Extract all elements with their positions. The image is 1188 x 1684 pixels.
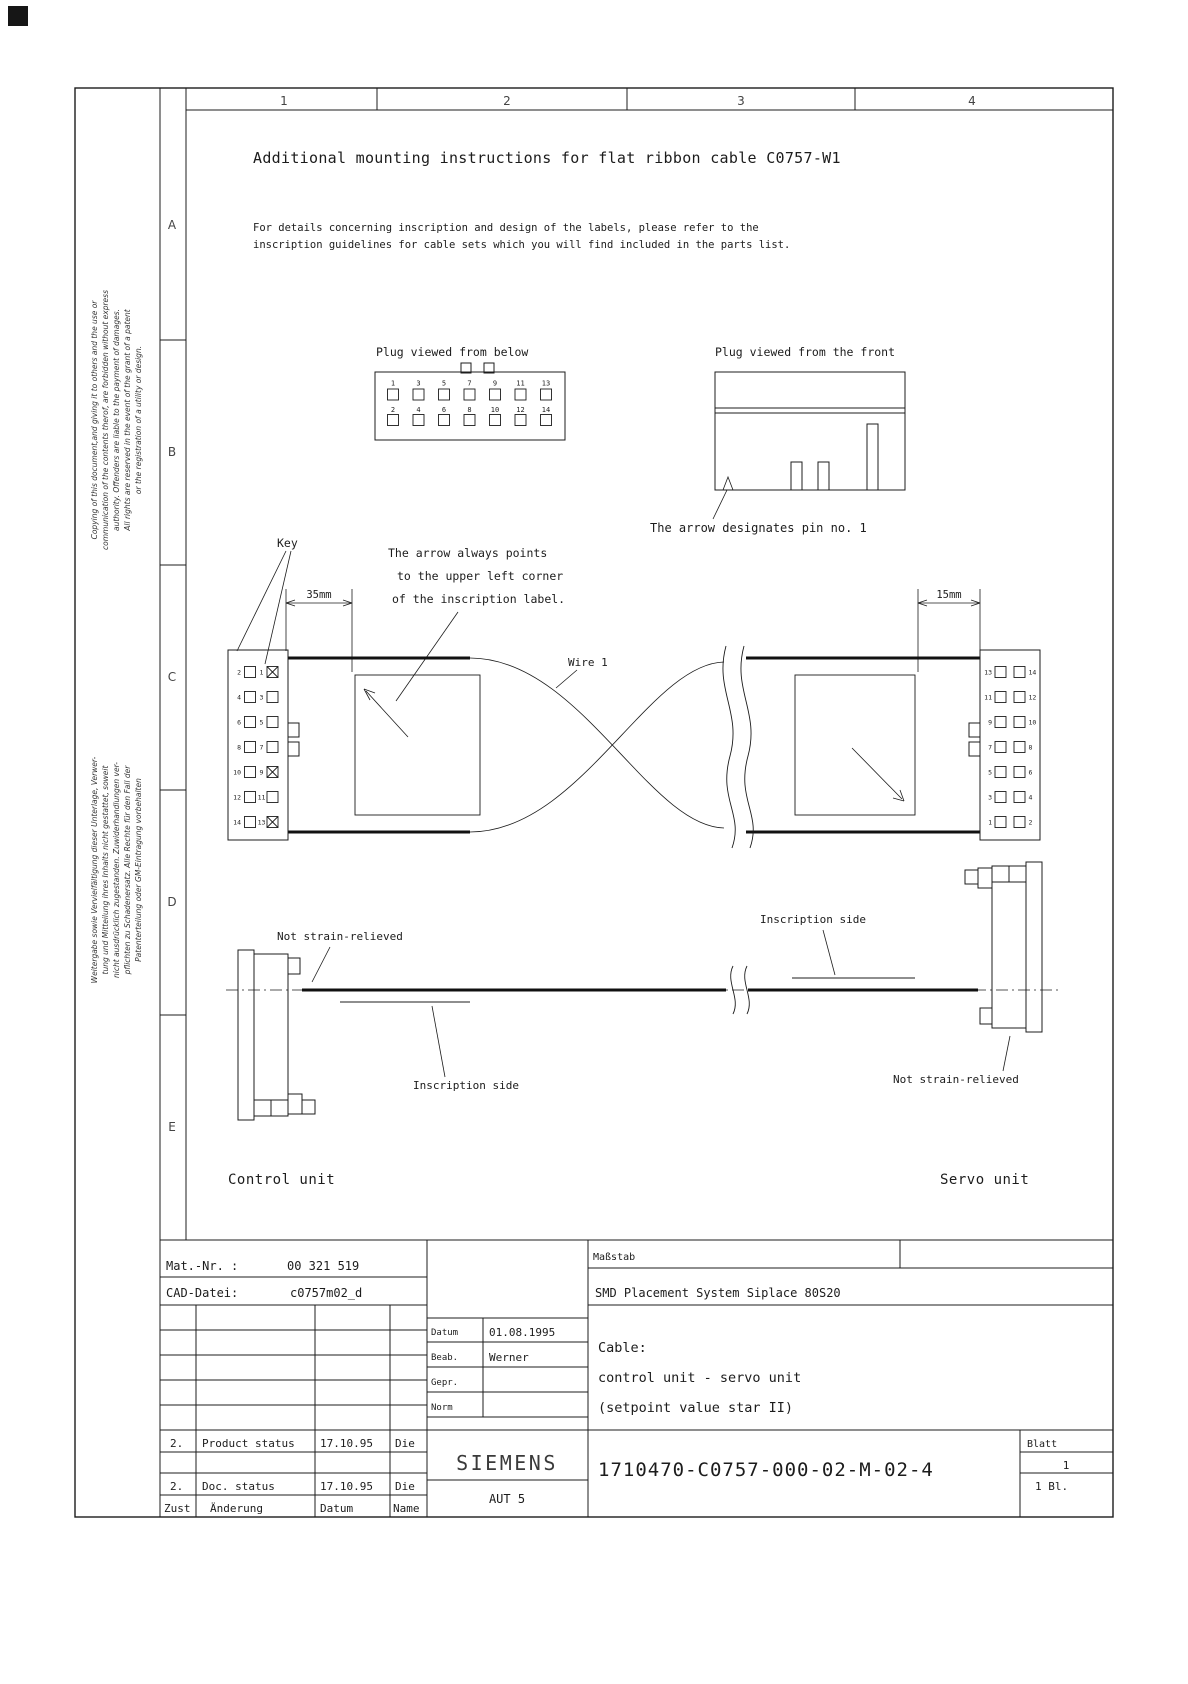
legal-line: Copying of this document,and giving it to others and the use or bbox=[90, 300, 99, 540]
sheet-total: 1 Bl. bbox=[1035, 1480, 1069, 1493]
arrow-note-line: of the inscription label. bbox=[392, 592, 566, 606]
norm-label: Norm bbox=[431, 1403, 453, 1413]
pin-number: 3 bbox=[416, 379, 421, 388]
pin-number: 14 bbox=[233, 818, 241, 827]
pin-number: 2 bbox=[390, 406, 396, 414]
cad-file-value: c0757m02_d bbox=[290, 1286, 363, 1300]
pin-number: 8 bbox=[467, 406, 472, 414]
pin-grid bbox=[388, 380, 552, 426]
plug-front-caption: Plug viewed from the front bbox=[715, 345, 896, 359]
not-strain-relieved-label: Not strain-relieved bbox=[277, 930, 403, 943]
rev-name: Die bbox=[395, 1480, 415, 1493]
pin-number: 7 bbox=[467, 379, 472, 388]
dimension-value: 35mm bbox=[306, 589, 332, 601]
arrow-note-line: The arrow always points bbox=[388, 546, 548, 560]
plug-below-caption: Plug viewed from below bbox=[376, 345, 529, 359]
legal-line: nicht ausdrücklich zugestanden. Zuwiderhandlungen ver- bbox=[112, 762, 121, 978]
pin-number: 13 bbox=[541, 379, 551, 388]
pin-number: 1 bbox=[390, 379, 396, 388]
row-label: C bbox=[167, 670, 177, 684]
pin-number: 11 bbox=[984, 693, 992, 702]
legal-line: All rights are reserved in the event of the grant of a patent bbox=[123, 309, 132, 531]
left-connector bbox=[228, 650, 299, 840]
legal-line: communication of the contents therof, are forbidden without express bbox=[101, 290, 110, 550]
mat-nr-label: Mat.-Nr. : bbox=[166, 1259, 239, 1273]
inscription-label-right bbox=[795, 675, 915, 815]
dimension-value: 15mm bbox=[936, 589, 962, 601]
pin-number: 2 bbox=[237, 668, 241, 677]
cable-title-line: Cable: bbox=[598, 1340, 647, 1356]
row-label: D bbox=[167, 895, 177, 909]
inscription-label-left bbox=[355, 675, 480, 815]
pin-number: 13 bbox=[257, 818, 266, 827]
pin-number: 8 bbox=[237, 743, 241, 752]
cable-cross-curve bbox=[470, 662, 724, 832]
date-label: Datum bbox=[431, 1328, 459, 1338]
rev-name: Die bbox=[395, 1437, 415, 1450]
rev-change: Product status bbox=[202, 1437, 295, 1450]
drawing-title: Additional mounting instructions for flat ribbon cable C0757-W1 bbox=[253, 149, 841, 167]
pin-number: 12 bbox=[233, 793, 241, 802]
pin-number: 14 bbox=[1028, 668, 1037, 677]
pin-number: 6 bbox=[1028, 768, 1033, 777]
pin-number: 5 bbox=[988, 768, 992, 777]
cable-cross-curve bbox=[470, 658, 724, 828]
row-label: A bbox=[167, 218, 177, 232]
author-value: Werner bbox=[489, 1351, 529, 1364]
pin-number: 4 bbox=[416, 406, 421, 414]
rev-change: Doc. status bbox=[202, 1480, 275, 1493]
pin-number: 11 bbox=[257, 793, 266, 802]
pin-number: 12 bbox=[1028, 693, 1037, 702]
key-label: Key bbox=[277, 536, 298, 550]
system-name: SMD Placement System Siplace 80S20 bbox=[595, 1286, 841, 1300]
rev-date: 17.10.95 bbox=[320, 1480, 373, 1493]
legal-text-english bbox=[90, 290, 143, 550]
legal-line: tung und Mitteilung ihres Inhalts nicht gestattet, soweit bbox=[101, 765, 110, 975]
author-label: Beab. bbox=[431, 1353, 459, 1363]
siemens-logo: SIEMENS bbox=[456, 1451, 558, 1475]
doc-number: 1710470-C0757-000-02-M-02-4 bbox=[598, 1459, 934, 1481]
note-line: inscription guidelines for cable sets which you will find included in the parts list. bbox=[253, 239, 791, 251]
row-ruler bbox=[167, 218, 177, 1134]
column-label: 1 bbox=[280, 94, 288, 108]
col-name: Name bbox=[393, 1502, 420, 1515]
row-label: B bbox=[167, 445, 177, 459]
legal-line: or the registration of a utility or design. bbox=[134, 345, 143, 495]
revision-row bbox=[170, 1437, 415, 1450]
department-label: AUT 5 bbox=[488, 1492, 526, 1506]
cad-file-label: CAD-Datei: bbox=[166, 1286, 239, 1300]
rev-zust: 2. bbox=[170, 1437, 184, 1450]
pin-number: 1 bbox=[259, 668, 264, 677]
cable-break bbox=[723, 646, 753, 848]
right-connector bbox=[969, 650, 1040, 840]
col-date: Datum bbox=[320, 1502, 354, 1515]
cable-title-line: (setpoint value star II) bbox=[598, 1400, 794, 1416]
scale-label: Maßstab bbox=[593, 1252, 636, 1263]
column-label: 4 bbox=[968, 94, 976, 108]
servo-connector-profile bbox=[965, 862, 1042, 1032]
pin-number: 3 bbox=[988, 793, 992, 802]
mat-nr-value: 00 321 519 bbox=[287, 1259, 360, 1273]
pin1-arrow-note: The arrow designates pin no. 1 bbox=[650, 521, 867, 535]
pin-number: 4 bbox=[1028, 793, 1033, 802]
title-block bbox=[160, 1240, 1113, 1517]
pin-number: 10 bbox=[490, 406, 500, 414]
legal-line: Weitergabe sowie Vervielfältigung dieser Unterlage, Verwer- bbox=[90, 756, 99, 984]
inscription-side-label: Inscription side bbox=[413, 1079, 519, 1092]
dimension-35mm bbox=[286, 589, 352, 672]
col-change: Änderung bbox=[210, 1502, 263, 1515]
pin-number: 8 bbox=[1028, 743, 1033, 752]
sheet-frame bbox=[75, 88, 1113, 1517]
cable-assembly-diagram bbox=[228, 536, 1040, 848]
side-view-diagram bbox=[226, 862, 1062, 1120]
pin-number: 10 bbox=[233, 768, 241, 777]
pin-number: 2 bbox=[1028, 818, 1033, 827]
pin-number: 6 bbox=[441, 406, 447, 414]
scan-mark bbox=[8, 6, 28, 26]
not-strain-relieved-label: Not strain-relieved bbox=[893, 1073, 1019, 1086]
pin-number: 9 bbox=[988, 718, 992, 727]
pin-number: 12 bbox=[516, 406, 525, 414]
legal-line: authority. Offenders are liable to the payment of damages. bbox=[112, 308, 121, 532]
pin-number: 5 bbox=[441, 379, 447, 388]
inscription-side-label: Inscription side bbox=[760, 913, 866, 926]
servo-unit-label: Servo unit bbox=[940, 1172, 1030, 1188]
sheet-label: Blatt bbox=[1027, 1439, 1058, 1450]
pin1-arrow-icon bbox=[723, 477, 733, 490]
column-ruler bbox=[280, 94, 976, 108]
plug-front-diagram bbox=[650, 345, 905, 535]
pin-number: 6 bbox=[237, 718, 241, 727]
sheet-number: 1 bbox=[1062, 1459, 1070, 1472]
column-label: 3 bbox=[737, 94, 745, 108]
control-connector-profile bbox=[238, 950, 315, 1120]
wire1-label: Wire 1 bbox=[568, 656, 608, 669]
row-label: E bbox=[168, 1120, 176, 1134]
pin-number: 4 bbox=[237, 693, 241, 702]
pin-number: 13 bbox=[984, 668, 992, 677]
pin-number: 10 bbox=[1028, 718, 1037, 727]
pin-number: 9 bbox=[492, 379, 498, 388]
rev-zust: 2. bbox=[170, 1480, 184, 1493]
pin-number: 9 bbox=[259, 768, 264, 777]
date-value: 01.08.1995 bbox=[489, 1326, 556, 1339]
checked-label: Gepr. bbox=[431, 1378, 459, 1388]
coding-key-cross-icon bbox=[267, 667, 278, 828]
note-line: For details concerning inscription and design of the labels, please refer to the bbox=[253, 222, 759, 234]
pin-number: 11 bbox=[516, 379, 525, 388]
pin-number: 7 bbox=[988, 743, 992, 752]
pin-number: 14 bbox=[541, 406, 551, 414]
arrow-note-line: to the upper left corner bbox=[397, 569, 564, 583]
legal-line: pflichten zu Schadenersatz. Alle Rechte für den Fall der bbox=[123, 765, 132, 975]
legal-line: Patenterteilung oder GM-Eintragung vorbehalten bbox=[134, 778, 143, 962]
pin-number: 5 bbox=[259, 718, 264, 727]
revision-row bbox=[170, 1480, 415, 1493]
legal-text-german bbox=[90, 756, 143, 983]
revision-header-row bbox=[164, 1502, 420, 1515]
pin-number: 3 bbox=[259, 693, 264, 702]
control-unit-label: Control unit bbox=[228, 1172, 336, 1188]
rev-date: 17.10.95 bbox=[320, 1437, 373, 1450]
pin-number: 7 bbox=[259, 743, 264, 752]
col-zust: Zust bbox=[164, 1502, 191, 1515]
cable-title-line: control unit - servo unit bbox=[598, 1370, 802, 1386]
column-label: 2 bbox=[503, 94, 511, 108]
dimension-15mm bbox=[918, 589, 980, 672]
plug-below-diagram bbox=[375, 345, 565, 440]
pin-number: 1 bbox=[988, 818, 992, 827]
